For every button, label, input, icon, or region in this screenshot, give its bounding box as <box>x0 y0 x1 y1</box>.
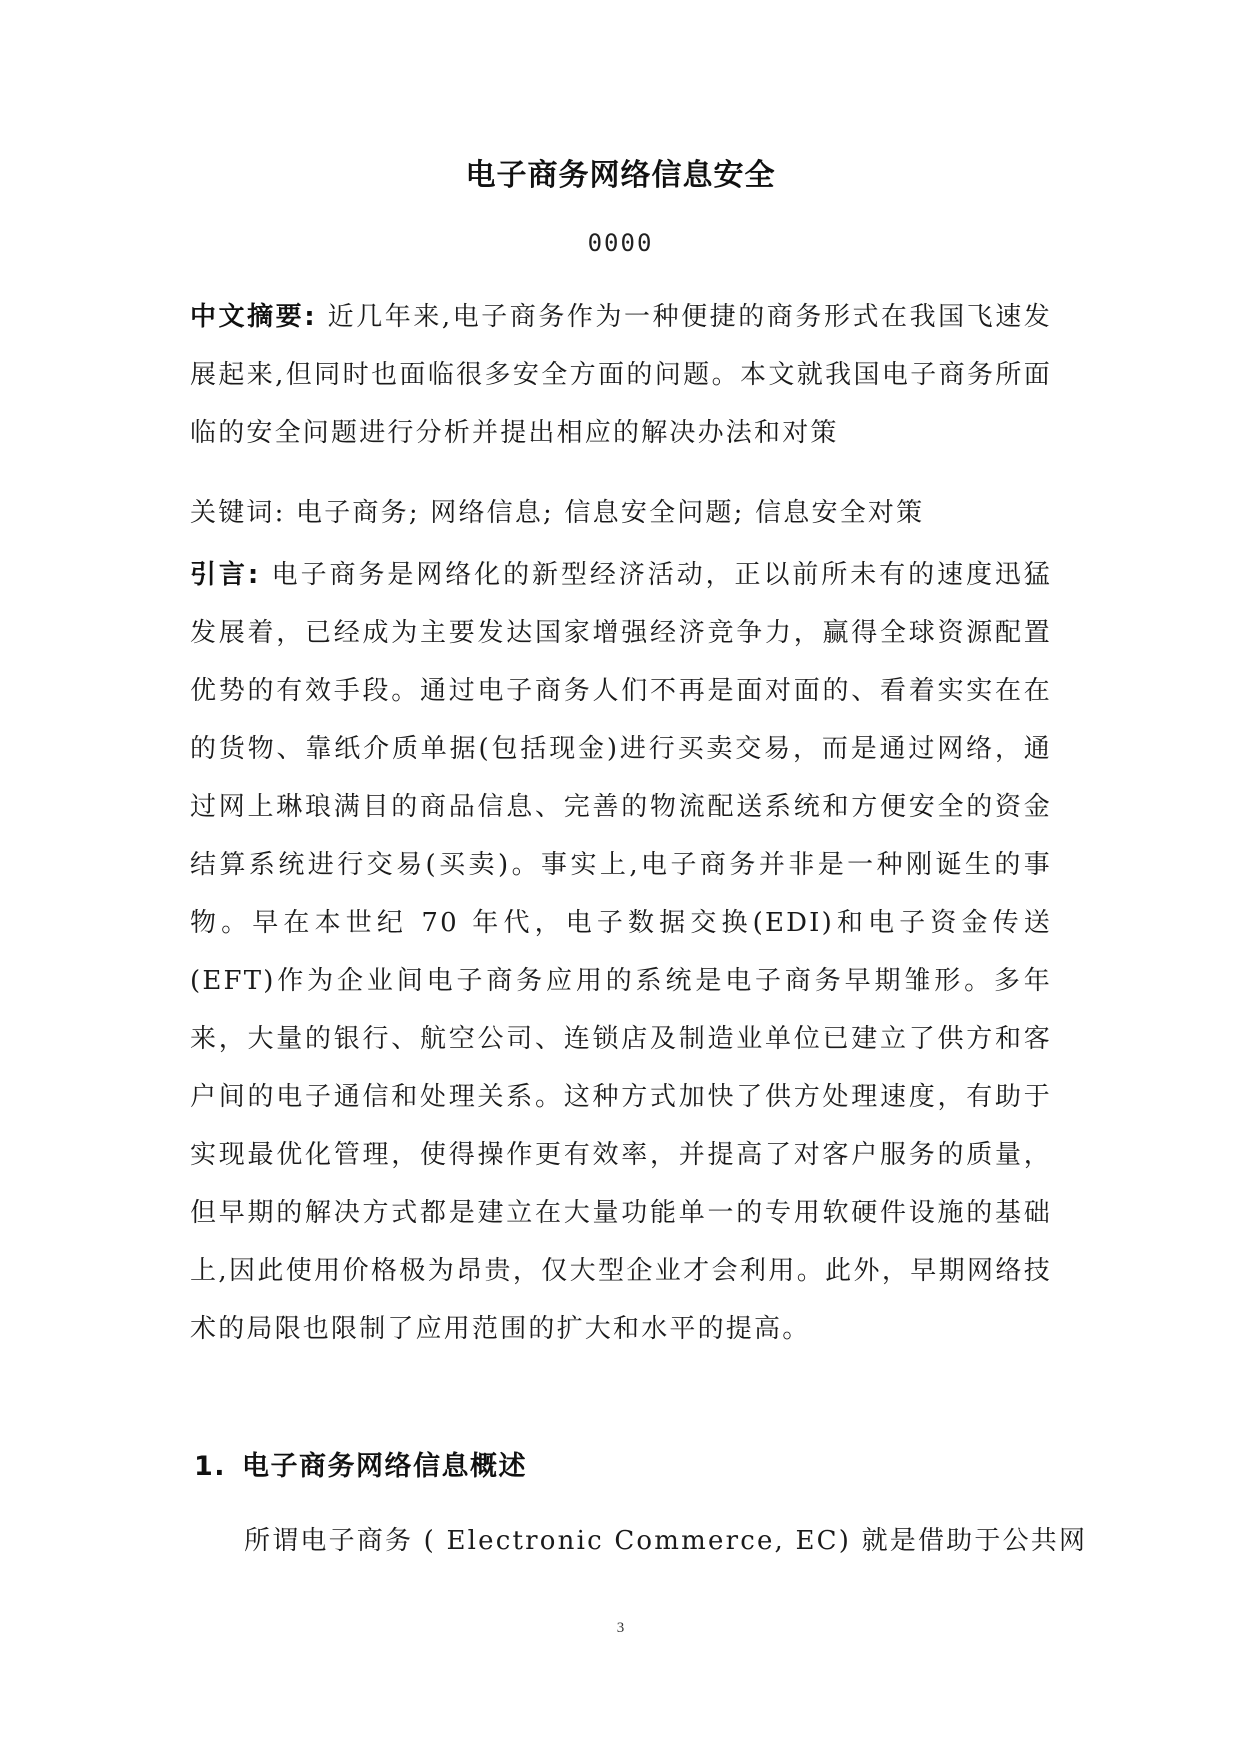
introduction-label: 引言: <box>190 560 261 590</box>
document-title: 电子商务网络信息安全 <box>465 158 776 193</box>
page-number: 3 <box>616 1620 625 1636</box>
abstract-label: 中文摘要: <box>190 302 317 332</box>
abstract-text: 近几年来,电子商务作为一种便捷的商务形式在我国飞速发展起来,但同时也面临很多安全方面的问题。本文就我国电子商务所面临的安全问题进行分析并提出相应的解决办法和对策 <box>190 302 1052 448</box>
section-heading <box>194 1447 527 1487</box>
abstract-paragraph <box>190 288 1052 462</box>
introduction-paragraph <box>190 546 1052 1358</box>
section-number: 1. <box>194 1451 227 1482</box>
introduction-text: 电子商务是网络化的新型经济活动，正以前所未有的速度迅猛发展着，已经成为主要发达国家增强经济竞争力，赢得全球资源配置优势的有效手段。通过电子商务人们不再是面对面的、看着实实在在的货物、靠纸介质单据(包括现金)进行买卖交易，而是通过网络，通过网上琳琅满目的商品信息、完善的物流配送系统和方便安全的资金结算系统进行交易(买卖)。事实上,电子商务并非是一种刚诞生的事物。早在本世纪 70 年代，电子数据交换(EDI)和电子资金传送(EFT)作为企业间电子商务应用的系统是电子商务早期雏形。多年来，大量的银行、航空公司、连锁店及制造业单位已建立了供方和客户间的电子通信和处理关系。这种方式加快了供方处理速度，有助于实现最优化管理，使得操作更有效率，并提高了对客户服务的质量，但早期的解决方式都是建立在大量功能单一的专用软硬件设施的基础上,因此使用价格极为昂贵，仅大型企业才会利用。此外，早期网络技术的局限也限制了应用范围的扩大和水平的提高。 <box>190 560 1053 1344</box>
section-paragraph: 所谓电子商务 ( Electronic Commerce, EC) 就是借助于公共网 <box>244 1526 1088 1556</box>
author-line: 0000 <box>587 229 654 257</box>
keywords-line: 关键词: 电子商务; 网络信息; 信息安全问题; 信息安全对策 <box>190 498 925 528</box>
section-title: 电子商务网络信息概述 <box>242 1451 528 1482</box>
